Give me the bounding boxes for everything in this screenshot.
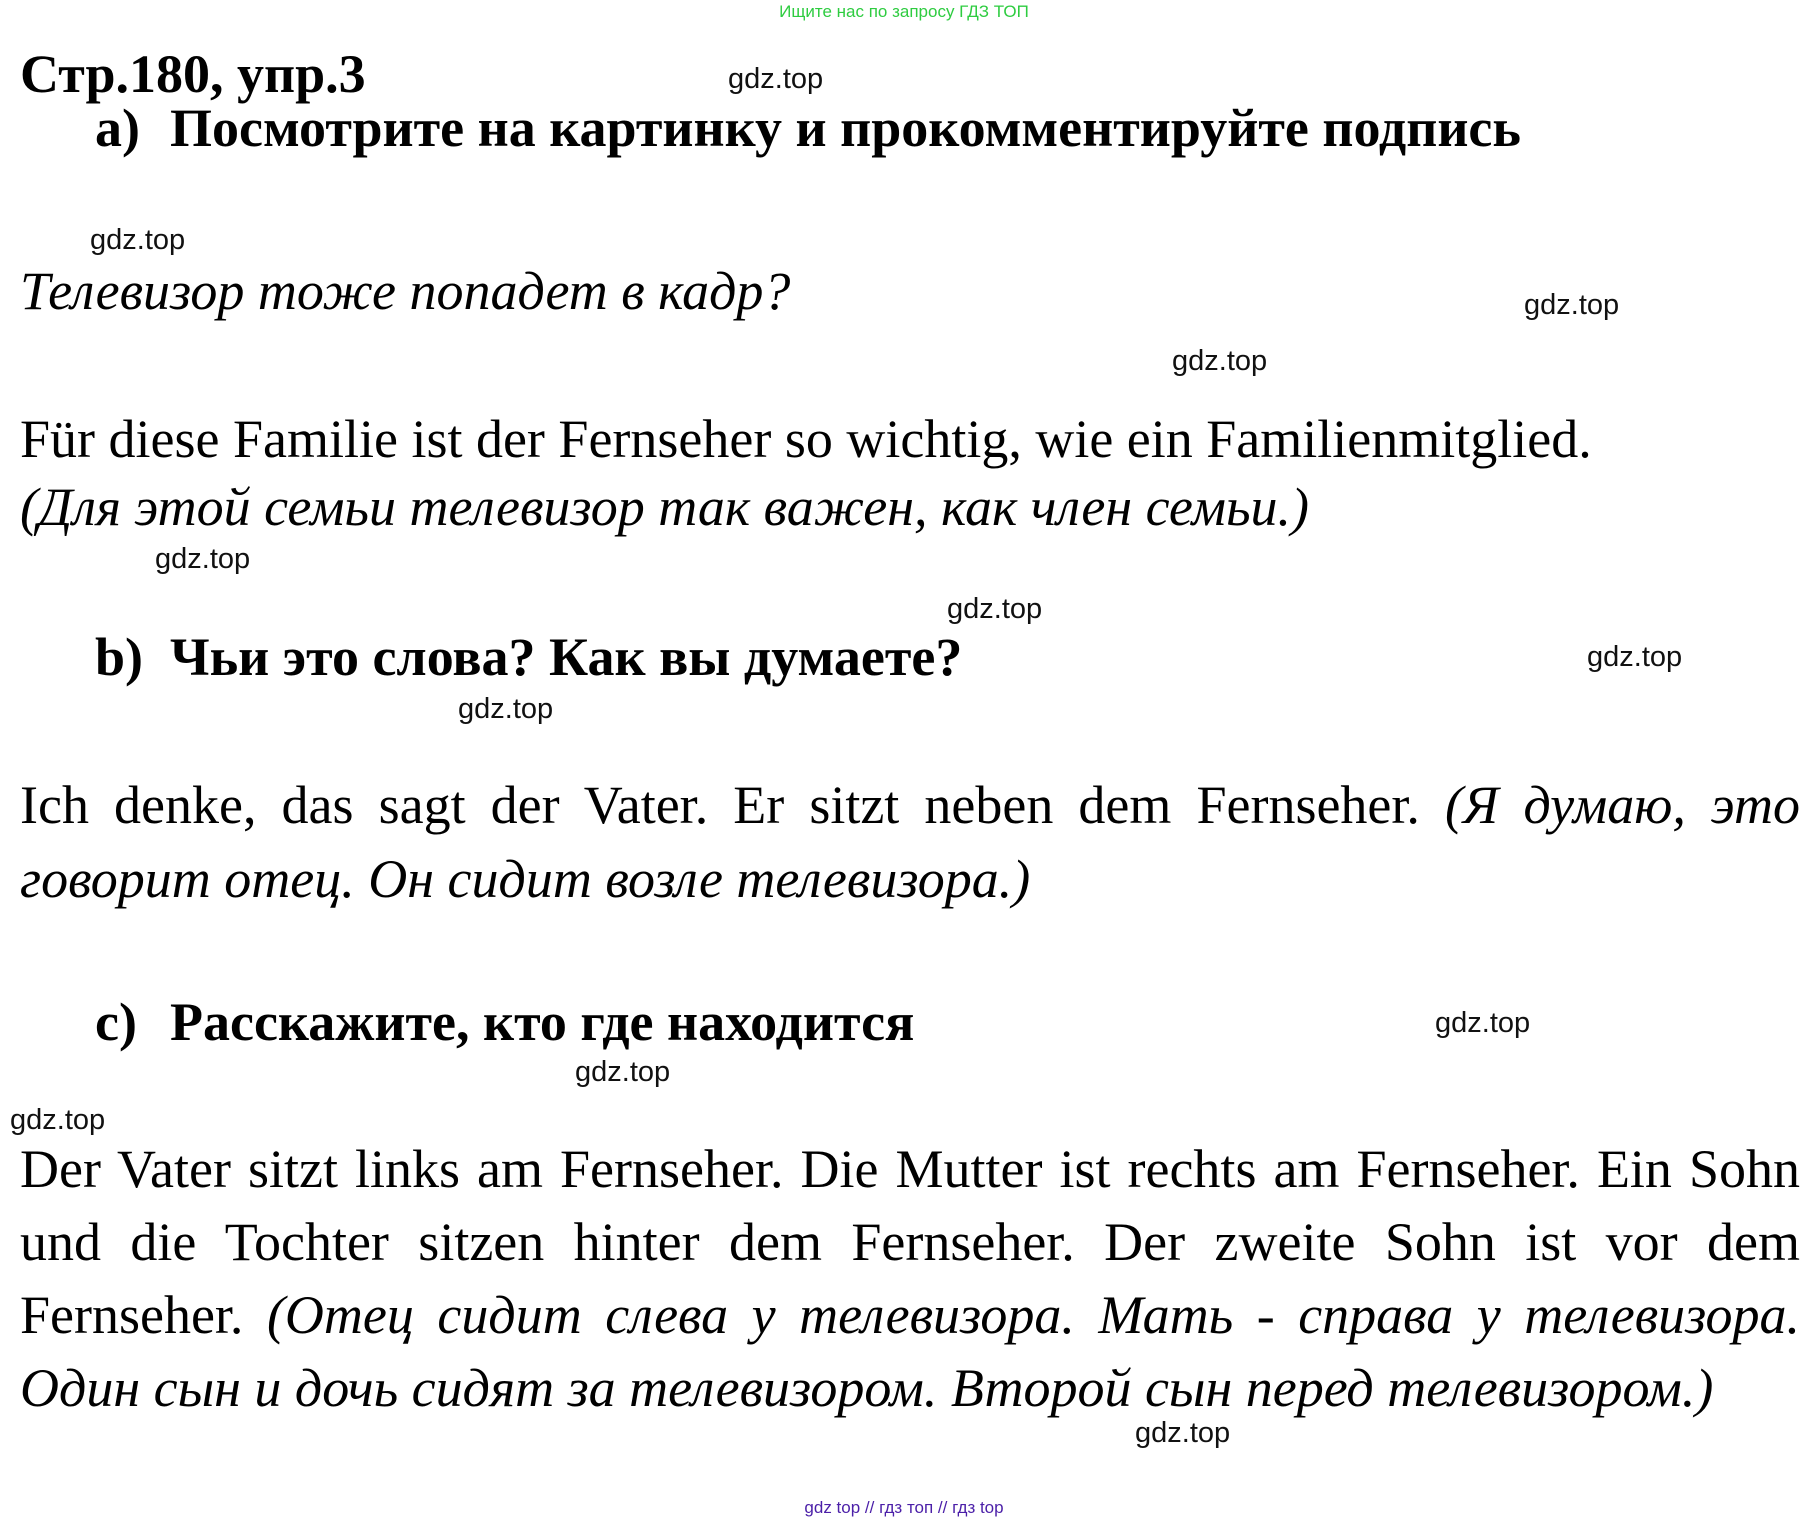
watermark: gdz.top [947,593,1043,625]
watermark: gdz.top [458,693,554,725]
section-a-answer-ru: (Для этой семьи телевизор так важен, как член семьи.) [20,477,1310,537]
watermark: gdz.top [1524,289,1620,321]
section-a-answer-de: Für diese Familie ist der Fernseher so wichtig, wie ein Familienmitglied. [20,409,1592,469]
watermark: gdz.top [728,63,824,95]
section-c-answer [20,1133,1800,1425]
watermark: gdz.top [1435,1007,1531,1039]
section-c-label: c) [95,992,137,1052]
section-a-label: a) [95,98,140,158]
section-a-answer [20,403,1800,538]
watermark: gdz.top [575,1056,671,1088]
section-c-answer-de: Der Vater sitzt links am Fernseher. Die Mutter ist rechts am Fernseher. Ein Sohn und die Tochter sitzen hinter dem Fernseher. Der zweite Sohn ist vor dem Fernseher. [20,1139,1800,1345]
section-c-answer-ru: (Отец сидит слева у телевизора. Мать - справа у телевизора. Один сын и дочь сидят за телевизором. Второй сын перед телевизором.) [20,1285,1800,1418]
watermark: gdz.top [10,1104,106,1136]
section-b-title: Чьи это слова? Как вы думаете? [170,627,963,687]
section-b-answer-de: Ich denke, das sagt der Vater. Er sitzt neben dem Fernseher. [20,775,1420,835]
section-a-title: Посмотрите на картинку и прокомментируйте подпись [170,98,1521,158]
watermark: gdz.top [90,224,186,256]
watermark: gdz.top [1172,345,1268,377]
section-b-answer-ru: (Я думаю, это говорит отец. Он сидит возле телевизора.) [20,775,1800,909]
section-b-answer [20,768,1800,916]
section-a-caption: Телевизор тоже попадет в кадр? [20,261,791,321]
section-b-heading [95,627,962,687]
section-c-heading [95,992,914,1052]
section-b-label: b) [95,627,144,687]
section-c-title: Расскажите, кто где находится [170,992,915,1052]
search-hint: Ищите нас по запросу ГДЗ ТОП [779,2,1029,21]
watermark: gdz.top [1135,1417,1231,1449]
footer-note: gdz top // гдз топ // гдз top [804,1498,1004,1517]
section-a-heading [95,98,1521,158]
page-title: Стр.180, упр.3 [20,44,366,104]
watermark: gdz.top [1587,641,1683,673]
watermark: gdz.top [155,543,251,575]
